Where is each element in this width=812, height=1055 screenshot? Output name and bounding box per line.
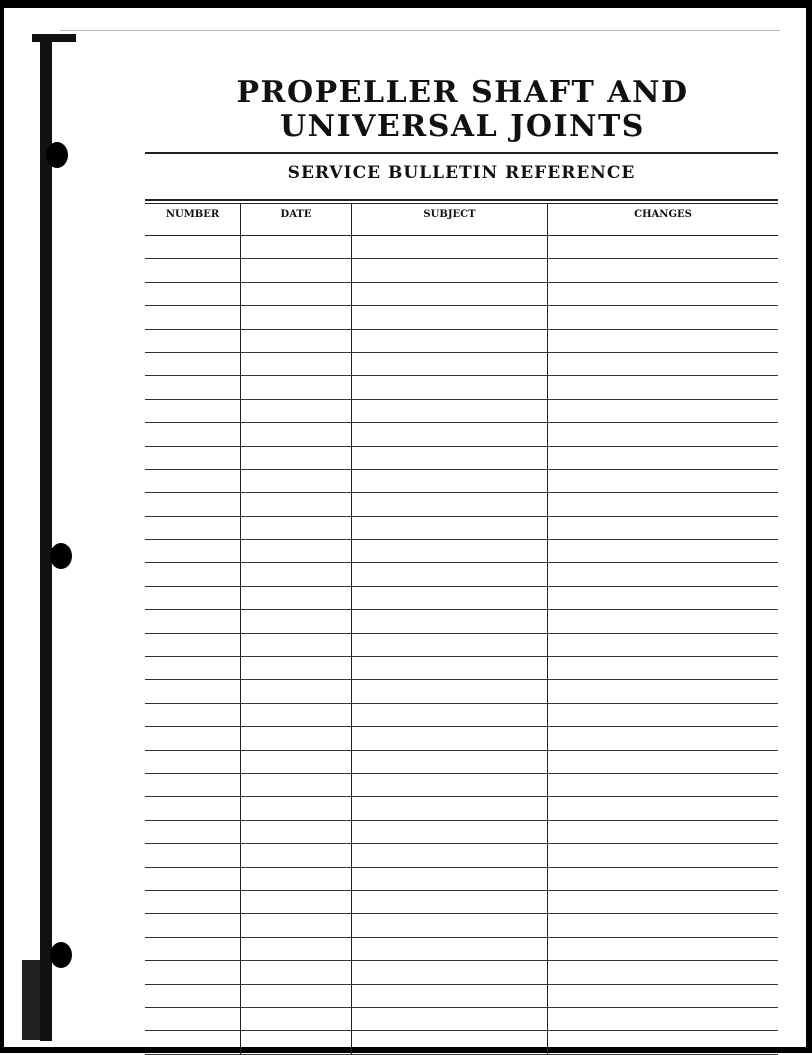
number-cell [145, 727, 241, 750]
date-cell [241, 937, 352, 960]
date-cell [241, 1007, 352, 1030]
date-cell [241, 867, 352, 890]
date-cell [241, 469, 352, 492]
number-cell [145, 820, 241, 843]
page-title-line-2: UNIVERSAL JOINTS [280, 109, 645, 144]
changes-cell [548, 329, 779, 352]
number-cell [145, 703, 241, 726]
number-cell [145, 259, 241, 282]
number-cell [145, 282, 241, 305]
number-cell [145, 937, 241, 960]
binder-hole-top [46, 142, 68, 168]
date-cell [241, 493, 352, 516]
changes-cell [548, 820, 779, 843]
subject-cell [352, 236, 548, 259]
changes-cell [548, 1031, 779, 1054]
subject-cell [352, 306, 548, 329]
changes-cell [548, 750, 779, 773]
date-cell [241, 352, 352, 375]
subject-cell [352, 399, 548, 422]
changes-cell [548, 914, 779, 937]
table-row [145, 914, 778, 937]
number-cell [145, 563, 241, 586]
subject-cell [352, 633, 548, 656]
subject-cell [352, 540, 548, 563]
number-cell [145, 773, 241, 796]
number-cell [145, 376, 241, 399]
subject-cell [352, 890, 548, 913]
changes-cell [548, 657, 779, 680]
number-cell [145, 399, 241, 422]
changes-cell [548, 352, 779, 375]
subject-cell [352, 563, 548, 586]
table-row [145, 844, 778, 867]
date-cell [241, 540, 352, 563]
changes-cell [548, 306, 779, 329]
number-cell [145, 797, 241, 820]
changes-cell [548, 399, 779, 422]
subject-cell [352, 867, 548, 890]
date-cell [241, 282, 352, 305]
subject-cell [352, 1031, 548, 1054]
table-row [145, 797, 778, 820]
table-header-row [145, 203, 778, 236]
number-cell [145, 352, 241, 375]
date-cell [241, 610, 352, 633]
number-cell [145, 1031, 241, 1054]
subject-cell [352, 844, 548, 867]
changes-cell [548, 844, 779, 867]
table-row [145, 610, 778, 633]
changes-cell [548, 680, 779, 703]
table-row [145, 423, 778, 446]
date-cell [241, 423, 352, 446]
date-cell [241, 446, 352, 469]
number-cell [145, 306, 241, 329]
table-row [145, 1031, 778, 1054]
table-row [145, 282, 778, 305]
page-title-line-1: PROPELLER SHAFT AND [236, 75, 689, 110]
subject-cell [352, 493, 548, 516]
page-subtitle: SERVICE BULLETIN REFERENCE [287, 163, 636, 183]
table-row [145, 259, 778, 282]
changes-cell [548, 1007, 779, 1030]
number-cell [145, 867, 241, 890]
changes-cell [548, 937, 779, 960]
column-header-number: NUMBER [145, 203, 241, 236]
date-cell [241, 844, 352, 867]
subject-cell [352, 797, 548, 820]
table-row [145, 1007, 778, 1030]
subject-cell [352, 1007, 548, 1030]
title-rule [145, 152, 778, 154]
date-cell [241, 703, 352, 726]
table-row [145, 352, 778, 375]
changes-cell [548, 703, 779, 726]
binder-hole-middle [50, 543, 72, 569]
date-cell [241, 750, 352, 773]
table-row [145, 867, 778, 890]
table-row [145, 633, 778, 656]
date-cell [241, 516, 352, 539]
subject-cell [352, 727, 548, 750]
table-row [145, 586, 778, 609]
date-cell [241, 680, 352, 703]
changes-cell [548, 890, 779, 913]
number-cell [145, 586, 241, 609]
scan-border-right [806, 0, 812, 1053]
date-cell [241, 399, 352, 422]
date-cell [241, 306, 352, 329]
number-cell [145, 680, 241, 703]
number-cell [145, 984, 241, 1007]
number-cell [145, 446, 241, 469]
date-cell [241, 657, 352, 680]
changes-cell [548, 797, 779, 820]
subject-cell [352, 750, 548, 773]
number-cell [145, 610, 241, 633]
number-cell [145, 890, 241, 913]
changes-cell [548, 376, 779, 399]
number-cell [145, 914, 241, 937]
table-row [145, 984, 778, 1007]
changes-cell [548, 469, 779, 492]
date-cell [241, 890, 352, 913]
faint-top-line [60, 30, 780, 31]
changes-cell [548, 236, 779, 259]
table-row [145, 493, 778, 516]
table-row [145, 820, 778, 843]
subject-cell [352, 259, 548, 282]
table-row [145, 306, 778, 329]
binder-hole-bottom [50, 942, 72, 968]
table-row [145, 890, 778, 913]
subject-cell [352, 610, 548, 633]
changes-cell [548, 423, 779, 446]
table-row [145, 961, 778, 984]
table-row [145, 657, 778, 680]
changes-cell [548, 493, 779, 516]
date-cell [241, 773, 352, 796]
date-cell [241, 633, 352, 656]
changes-cell [548, 586, 779, 609]
date-cell [241, 1031, 352, 1054]
table-row [145, 703, 778, 726]
subject-cell [352, 352, 548, 375]
changes-cell [548, 984, 779, 1007]
subject-cell [352, 446, 548, 469]
subject-cell [352, 937, 548, 960]
subject-cell [352, 586, 548, 609]
table-row [145, 236, 778, 259]
table-body [145, 236, 778, 1055]
changes-cell [548, 540, 779, 563]
changes-cell [548, 633, 779, 656]
date-cell [241, 727, 352, 750]
date-cell [241, 586, 352, 609]
number-cell [145, 750, 241, 773]
column-header-subject: SUBJECT [352, 203, 548, 236]
date-cell [241, 914, 352, 937]
subject-cell [352, 984, 548, 1007]
changes-cell [548, 446, 779, 469]
bulletin-reference-table [145, 203, 778, 1055]
number-cell [145, 844, 241, 867]
table-row [145, 399, 778, 422]
table-row [145, 446, 778, 469]
table-top-rule [145, 199, 778, 201]
table-row [145, 376, 778, 399]
column-header-changes: CHANGES [548, 203, 779, 236]
scan-border-left [0, 0, 4, 1053]
number-cell [145, 1007, 241, 1030]
number-cell [145, 423, 241, 446]
binder-edge-foot [22, 960, 40, 1040]
table-row [145, 329, 778, 352]
subject-cell [352, 423, 548, 446]
changes-cell [548, 563, 779, 586]
table-row [145, 937, 778, 960]
table-row [145, 773, 778, 796]
date-cell [241, 376, 352, 399]
date-cell [241, 236, 352, 259]
date-cell [241, 259, 352, 282]
changes-cell [548, 961, 779, 984]
subject-cell [352, 914, 548, 937]
changes-cell [548, 867, 779, 890]
changes-cell [548, 259, 779, 282]
scan-border-top [0, 0, 812, 8]
number-cell [145, 961, 241, 984]
changes-cell [548, 282, 779, 305]
subject-cell [352, 516, 548, 539]
date-cell [241, 797, 352, 820]
subject-cell [352, 376, 548, 399]
number-cell [145, 657, 241, 680]
date-cell [241, 984, 352, 1007]
binder-edge [40, 36, 52, 1041]
table-row [145, 750, 778, 773]
table-row [145, 516, 778, 539]
table-row [145, 680, 778, 703]
subject-cell [352, 282, 548, 305]
subject-cell [352, 773, 548, 796]
subject-cell [352, 657, 548, 680]
subject-cell [352, 680, 548, 703]
table-row [145, 563, 778, 586]
table-row [145, 540, 778, 563]
date-cell [241, 563, 352, 586]
subject-cell [352, 469, 548, 492]
number-cell [145, 329, 241, 352]
number-cell [145, 516, 241, 539]
table-row [145, 727, 778, 750]
changes-cell [548, 610, 779, 633]
number-cell [145, 633, 241, 656]
changes-cell [548, 727, 779, 750]
number-cell [145, 236, 241, 259]
date-cell [241, 961, 352, 984]
changes-cell [548, 773, 779, 796]
number-cell [145, 493, 241, 516]
table-row [145, 469, 778, 492]
binder-edge-cap [32, 34, 76, 42]
date-cell [241, 820, 352, 843]
number-cell [145, 540, 241, 563]
subject-cell [352, 961, 548, 984]
changes-cell [548, 516, 779, 539]
column-header-date: DATE [241, 203, 352, 236]
subject-cell [352, 703, 548, 726]
page-title [145, 76, 780, 144]
subject-cell [352, 329, 548, 352]
number-cell [145, 469, 241, 492]
subject-cell [352, 820, 548, 843]
date-cell [241, 329, 352, 352]
